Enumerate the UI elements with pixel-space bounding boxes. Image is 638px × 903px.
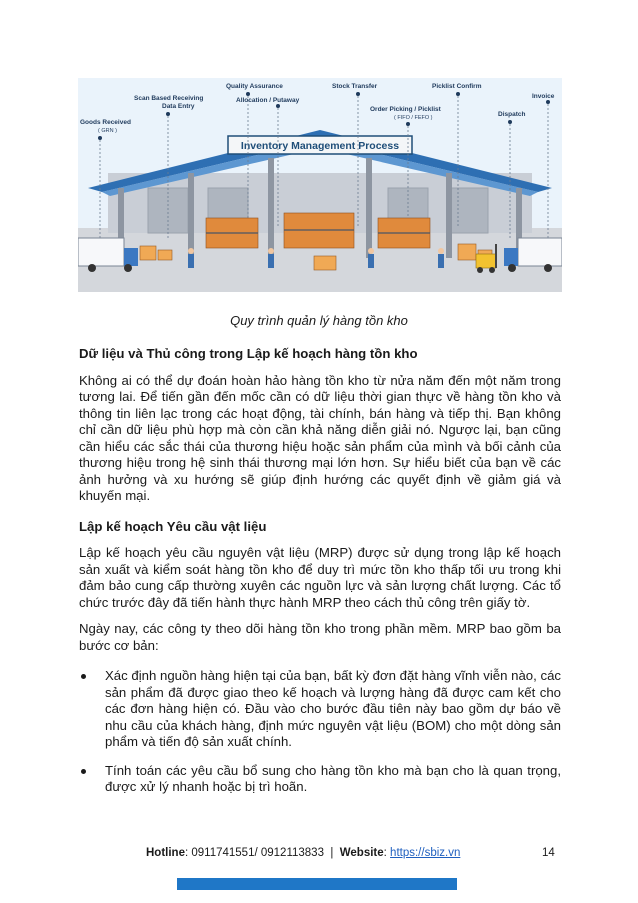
inventory-process-illustration xyxy=(78,78,562,292)
bullet-icon xyxy=(81,769,86,774)
label-fifo: ( FIFO / FEFO ) xyxy=(394,115,433,121)
hotline-label: Hotline xyxy=(146,847,185,859)
website-label: Website xyxy=(339,847,384,859)
footer-accent-bar xyxy=(177,878,457,890)
label-allocation: Allocation / Putaway xyxy=(236,97,300,104)
hotline-number: : 0911741551/ 0912113833 xyxy=(184,847,324,859)
mrp-steps-list xyxy=(79,668,561,796)
website-link[interactable]: https://sbiz.vn xyxy=(390,847,461,859)
section-heading-mrp: Lập kế hoạch Yêu cầu vật liệu xyxy=(79,518,267,534)
footer-contact xyxy=(146,847,460,859)
label-quality: Quality Assurance xyxy=(226,83,283,90)
label-stock: Stock Transfer xyxy=(332,83,378,90)
figure-caption: Quy trình quản lý hàng tồn kho xyxy=(230,313,408,328)
list-item-text: Tính toán các yêu cầu bổ sung cho hàng tồn kho mà bạn cho là quan trọng, được xử lý nhanh hoặc bị trì hoãn. xyxy=(105,762,561,794)
label-scan: Scan Based Receiving xyxy=(134,95,204,102)
section-heading-data-manual: Dữ liệu và Thủ công trong Lập kế hoạch hàng tồn kho xyxy=(79,346,418,361)
paragraph-mrp-intro: Lập kế hoạch yêu cầu nguyên vật liệu (MRP) được sử dụng trong lập kế hoạch sản xuất và kiểm soát hàng tồn kho để duy trì mức tồn kho thấp tối ưu trong khi đảm bảo cung cấp thường xuyên các nguồn lực và sản lượng chất lượng. Các tổ chức trước đây đã tiến hành thực hành MRP theo cách thủ công trên giấy tờ. xyxy=(79,545,561,610)
label-orderpicking: Order Picking / Picklist xyxy=(370,106,441,113)
paragraph-data-manual: Không ai có thể dự đoán hoàn hảo hàng tồn kho từ nửa năm đến một năm trong tương lai. Để tiến gần đến mốc cần có dữ liệu thời gian thực về hàng tồn kho và thông tin liên lạc trong các hoạt động, tài chính, bán hàng và tiếp thị. Bạn không chỉ cần dữ liệu phù hợp mà còn cần khả năng diễn giải nó. Ngược lại, bạn cũng cần hiểu các sắc thái của thương hiệu hoặc sản phẩm của mình và bối cảnh của thương hiệu trong hệ sinh thái thương mại lớn hơn. Sự hiểu biết của bạn về các ảnh hưởng và xu hướng sẽ giúp định hướng các quyết định về giảm giá và khuyến mại. xyxy=(79,372,561,503)
banner-label: Inventory Management Process xyxy=(240,140,400,152)
website-colon: : xyxy=(383,847,391,859)
document-body xyxy=(79,346,561,808)
list-item xyxy=(79,668,561,751)
label-goods: Goods Received xyxy=(80,119,131,126)
footer-separator: | xyxy=(330,847,334,859)
label-dataentry: Data Entry xyxy=(162,103,195,110)
page-number: 14 xyxy=(542,847,555,859)
list-item xyxy=(79,763,561,796)
list-item-text: Xác định nguồn hàng hiện tại của bạn, bất kỳ đơn đặt hàng vĩnh viễn nào, các sản phẩm đã được giao theo kế hoạch và lượng hàng đã được cam kết cho các đơn hàng hiện có. Đầu vào cho bước đầu tiên này bao gồm dự báo về nhu cầu của khách hàng, định mức nguyên vật liệu (BOM) cho một dòng sản phẩm và tiến độ sản xuất chính. xyxy=(105,668,561,749)
label-dispatch: Dispatch xyxy=(498,111,526,118)
paragraph-mrp-steps: Ngày nay, các công ty theo dõi hàng tồn kho trong phần mềm. MRP bao gồm ba bước cơ bản: xyxy=(79,621,561,653)
label-grn: ( GRN ) xyxy=(98,128,117,134)
label-invoice: Invoice xyxy=(532,93,555,100)
bullet-icon xyxy=(81,674,86,679)
label-picklist: Picklist Confirm xyxy=(432,83,482,90)
